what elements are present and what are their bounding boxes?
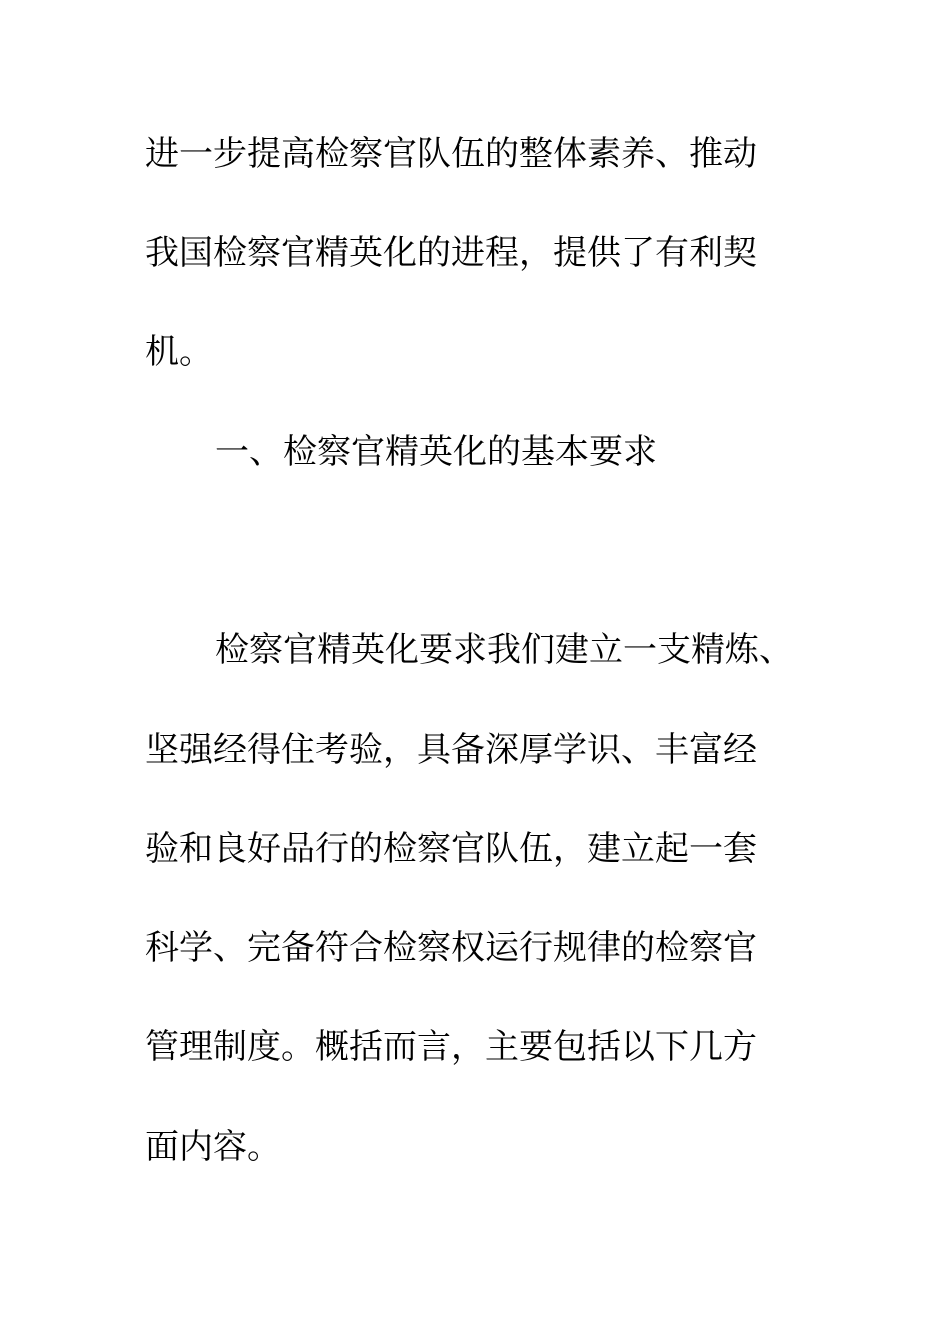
- paragraph-2-line-3: 验和良好品行的检察官队伍，建立起一套: [145, 829, 757, 869]
- paragraph-2-line-4: 科学、完备符合检察权运行规律的检察官: [145, 928, 757, 968]
- paragraph-2-line-1: 检察官精英化要求我们建立一支精炼、: [215, 630, 793, 670]
- paragraph-2-line-6: 面内容。: [145, 1127, 281, 1167]
- paragraph-2-line-2: 坚强经得住考验，具备深厚学识、丰富经: [145, 730, 757, 770]
- paragraph-1-line-3: 机。: [145, 332, 213, 372]
- paragraph-2-line-5: 管理制度。概括而言，主要包括以下几方: [145, 1027, 757, 1067]
- section-heading: 一、检察官精英化的基本要求: [215, 432, 657, 472]
- paragraph-1-line-1: 进一步提高检察官队伍的整体素养、推动: [145, 134, 757, 174]
- paragraph-1-line-2: 我国检察官精英化的进程，提供了有利契: [145, 233, 757, 273]
